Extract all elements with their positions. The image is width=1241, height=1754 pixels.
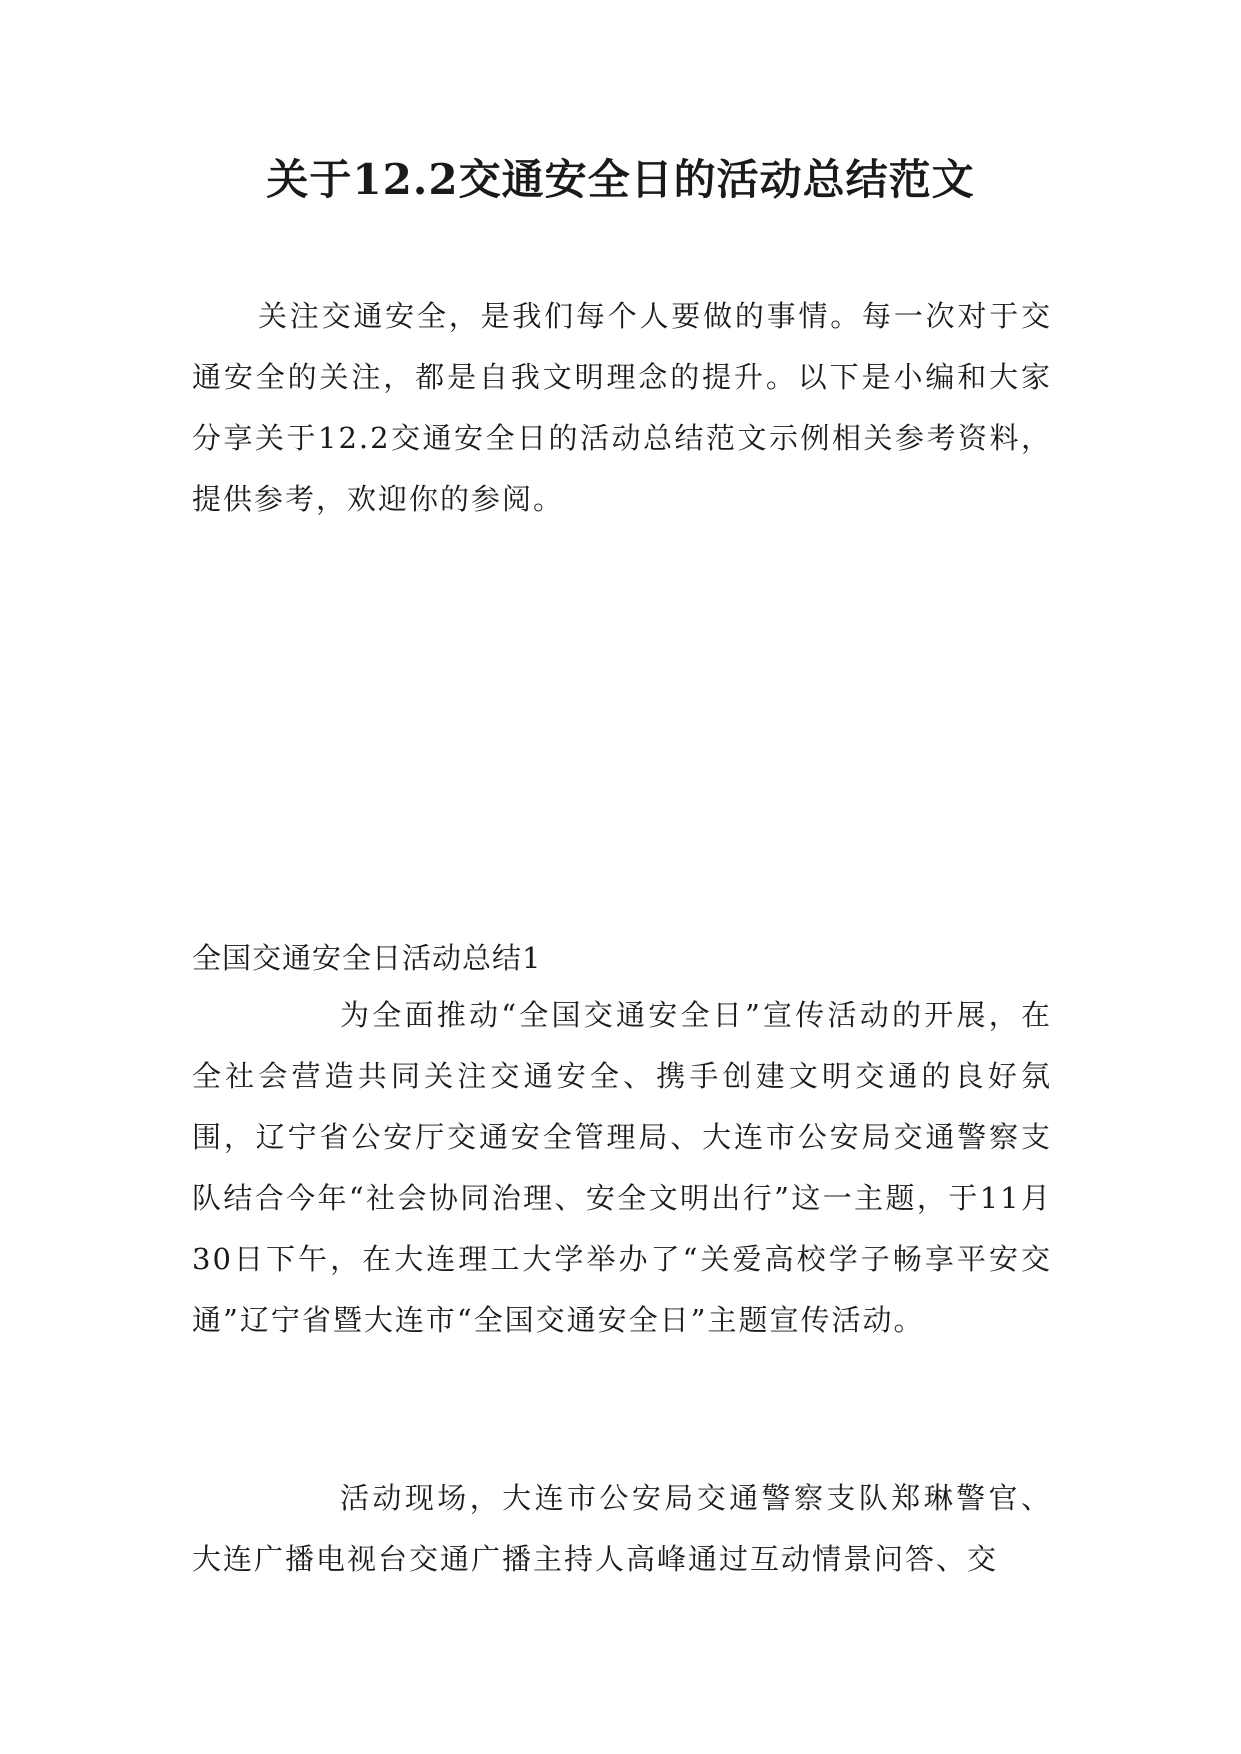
document-title: 关于12.2交通安全日的活动总结范文 [266, 155, 975, 204]
intro-paragraph: 关注交通安全，是我们每个人要做的事情。每一次对于交通安全的关注，都是自我文明理念的提升。以下是小编和大家分享关于12.2交通安全日的活动总结范文示例相关参考资料，提供参考，欢迎你的参阅。 [192, 299, 1052, 516]
body-paragraph-2: 活动现场，大连市公安局交通警察支队郑琳警官、大连广播电视台交通广播主持人高峰通过互动情景问答、交 [192, 1481, 1052, 1576]
section-heading: 全国交通安全日活动总结1 [192, 941, 542, 975]
body-paragraph-1: 为全面推动“全国交通安全日”宣传活动的开展，在全社会营造共同关注交通安全、携手创建文明交通的良好氛围，辽宁省公安厅交通安全管理局、大连市公安局交通警察支队结合今年“社会协同治理、安全文明出行”这一主题，于11月30日下午，在大连理工大学举办了“关爱高校学子畅享平安交通”辽宁省暨大连市“全国交通安全日”主题宣传活动。 [192, 998, 1052, 1337]
